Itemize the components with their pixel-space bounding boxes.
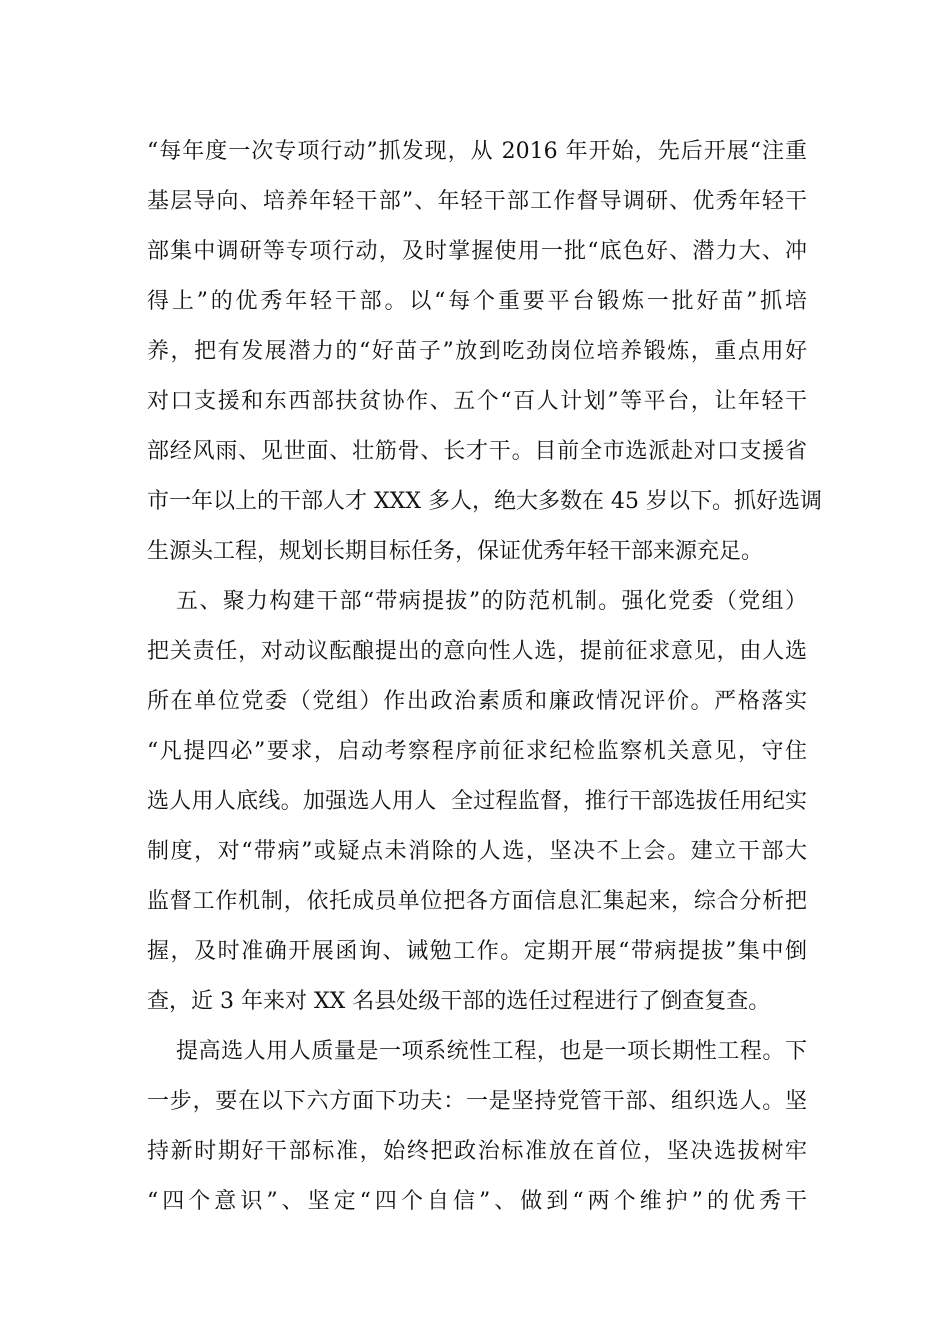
text-line: 监督工作机制，依托成员单位把各方面信息汇集起来，综合分析把 [147, 889, 807, 914]
text-line: 得上”的优秀年轻干部。以“每个重要平台锻炼一批好苗”抓培 [147, 289, 807, 314]
text-line: 生源头工程，规划长期目标任务，保证优秀年轻干部来源充足。 [147, 539, 764, 564]
text-line: “凡提四必”要求，启动考察程序前征求纪检监察机关意见，守住 [147, 739, 807, 764]
text-line: 制度，对“带病”或疑点未消除的人选，坚决不上会。建立干部大 [147, 839, 807, 864]
text-line: 基层导向、培养年轻干部”、年轻干部工作督导调研、优秀年轻干 [147, 189, 807, 214]
text-line: 握，及时准确开展函询、诫勉工作。定期开展“带病提拔”集中倒 [147, 939, 807, 964]
text-line: 持新时期好干部标准，始终把政治标准放在首位，坚决选拔树牢 [147, 1139, 807, 1164]
text-line: “每年度一次专项行动”抓发现，从 2016 年开始，先后开展“注重 [147, 139, 807, 164]
text-line: 部经风雨、见世面、壮筋骨、长才干。目前全市选派赴对口支援省 [147, 439, 807, 464]
text-line: 市一年以上的干部人才 XXX 多人，绝大多数在 45 岁以下。抓好选调 [147, 489, 822, 514]
paragraph-start-line: 五、聚力构建干部“带病提拔”的防范机制。强化党委（党组） [176, 589, 807, 614]
text-line: 查，近 3 年来对 XX 名县处级干部的选任过程进行了倒查复查。 [147, 989, 771, 1014]
text-line: 所在单位党委（党组）作出政治素质和廉政情况评价。严格落实 [147, 689, 807, 714]
text-line: 部集中调研等专项行动，及时掌握使用一批“底色好、潜力大、冲 [147, 239, 807, 264]
text-line: 选人用人底线。加强选人用人 全过程监督，推行干部选拔任用纪实 [147, 789, 807, 814]
text-line: 养，把有发展潜力的“好苗子”放到吃劲岗位培养锻炼，重点用好 [147, 339, 807, 364]
paragraph-start-line: 提高选人用人质量是一项系统性工程，也是一项长期性工程。下 [176, 1039, 807, 1064]
text-line: 把关责任，对动议酝酿提出的意向性人选，提前征求意见，由人选 [147, 639, 807, 664]
text-line: 对口支援和东西部扶贫协作、五个“百人计划”等平台，让年轻干 [147, 389, 807, 414]
text-line: 一步，要在以下六方面下功夫：一是坚持党管干部、组织选人。坚 [147, 1089, 807, 1114]
text-line: “四个意识”、坚定“四个自信”、做到“两个维护”的优秀干 [147, 1189, 807, 1214]
